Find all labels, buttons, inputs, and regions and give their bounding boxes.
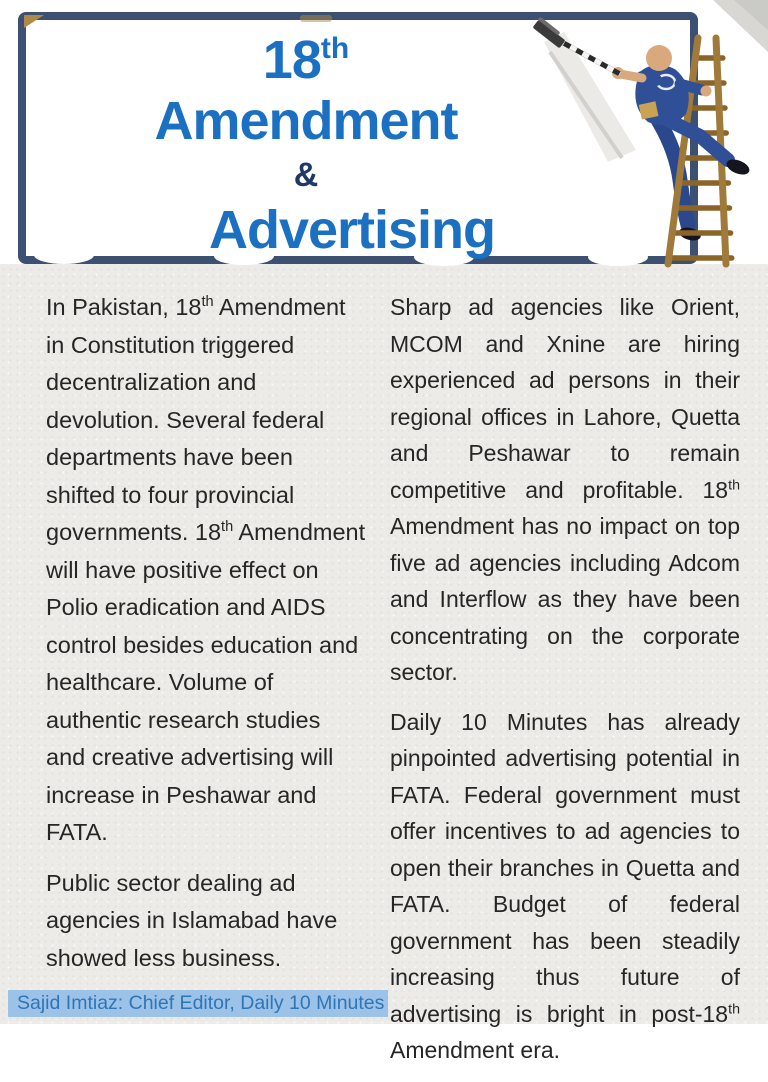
paragraph: In Pakistan, 18th Amendment in Constitution triggered decentralization and devolution. Several federal departments have been shifted to four provincial governments. 18th Amendment will have positive effect on Polio eradication and AIDS control besides education and healthcare. Volume of authentic research studies and creative advertising will increase in Peshawar and FATA. <box>46 294 366 845</box>
slide-title <box>26 18 586 261</box>
cleaner-head <box>646 45 672 71</box>
paragraph: Daily 10 Minutes has already pinpointed advertising potential in FATA. Federal government must offer incentives to ad agencies to open their branches in Quetta and FATA. Budget of federal government has been steadily increasing thus future of advertising is bright in post-18th Amendment era. <box>390 708 740 1063</box>
window-cleaner-illustration <box>520 0 768 264</box>
title-line-number <box>26 18 586 91</box>
right-text-column <box>390 289 740 1082</box>
paragraph: Public sector dealing ad agencies in Islamabad have showed less business. <box>46 869 338 971</box>
cleaner-arm-on-ladder <box>680 84 702 90</box>
title-billboard-section <box>0 0 768 264</box>
body-text-section <box>0 264 768 1082</box>
title-ordinal-suffix: th <box>320 32 350 65</box>
paragraph: Sharp ad agencies like Orient, MCOM and Xnine are hiring experienced ad persons in their regional offices in Lahore, Quetta and Peshawar to remain competitive and profitable. 18th Amendment has no impact on top five ad agencies including Adcom and Interflow as they have been concentrating on the corporate sector. <box>390 294 740 685</box>
author-credit-text: Sajid Imtiaz: Chief Editor, Daily 10 Minutes <box>17 992 385 1014</box>
title-line-advertising: Advertising <box>208 200 496 260</box>
title-ampersand: & <box>293 156 319 194</box>
left-text-column <box>46 289 366 1082</box>
clean-swath <box>544 32 636 162</box>
author-credit-bar <box>8 990 388 1017</box>
title-line-amendment: Amendment <box>154 91 458 151</box>
title-number: 18 <box>262 30 321 90</box>
cleaner-hand <box>701 86 712 97</box>
